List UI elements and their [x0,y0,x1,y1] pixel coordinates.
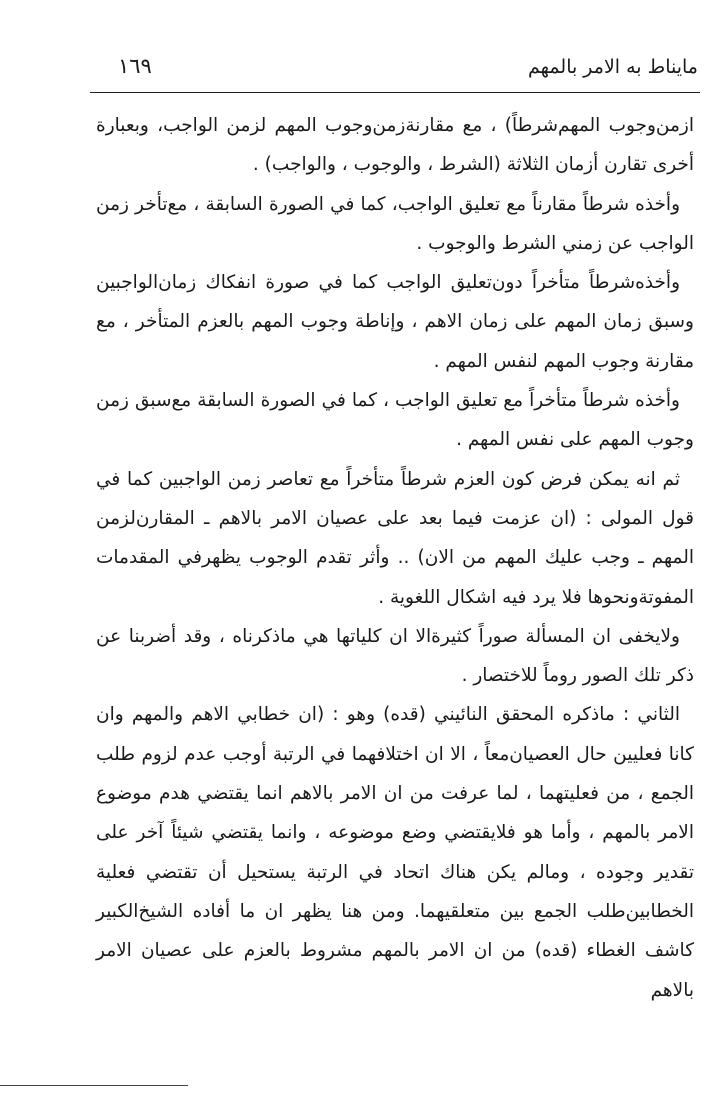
page-header [90,50,698,92]
footer-divider [0,1085,188,1086]
paragraph: وأخذه شرطاً متأخراً مع تعليق الواجب ، كما في الصورة السابقة مع‌سبق زمن وجوب المهم على نفس المهم . [96,390,694,451]
body-text [96,106,694,1010]
paragraph: وأخذه‌شرطاً متأخراً دون‌تعليق الواجب كما في صورة انفكاك زمان‌الواجبين وسبق زمان المهم على زمان الاهم ، وإناطة وجوب المهم بالعزم المتأخر ، مع مقارنة وجوب المهم لنفس المهم . [96,272,694,372]
paragraph: ازمن‌وجوب المهم‌شرطاً) ، مع مقارنة‌زمن‌وجوب المهم لزمن الواجب، وبعبارة أخرى تقارن أزمان الثلاثة (الشرط ، والوجوب ، والواجب) . [96,115,694,176]
paragraph: وأخذه شرطاً مقارناً مع تعليق الواجب، كما في الصورة السابقة ، مع‌تأخر زمن الواجب عن زمني الشرط والوجوب . [96,193,694,254]
paragraph: الثاني : ماذكره المحقق النائيني (قده) وهو : (ان خطابي الاهم والمهم وان كانا فعليين حال العصيان‌معاً ، الا ان اختلافهما في الرتبة أوجب عدم لزوم طلب الجمع ، من فعليتهما ، لما عرفت من ان الامر بالاهم انما يقتضي هدم موضوع الامر بالمهم ، وأما هو فلايقتضي وضع موضوعه ، وانما يقتضي شيئاً آخر على تقدير وجوده ، ومالم يكن هناك اتحاد في الرتبة يستحيل أن تقتضي فعلية الخطابين‌طلب الجمع بين متعلقيهما. ومن هنا يظهر ان ما أفاده الشيخ‌الكبير كاشف الغطاء (قده) من ان الامر بالمهم مشروط بالعزم على عصيان الامر بالاهم [96,704,694,1001]
header-divider [90,92,700,93]
paragraph: ولايخفى ان المسألة صوراً كثيرة‌الا ان كلياتها هي ماذكرناه ، وقد أضربنا عن ذكر تلك الصور روماً للاختصار . [96,625,694,687]
running-title: ماينا‌ط به الامر بالمهم [528,56,698,78]
paragraph: ثم انه يمكن فرض كون العزم شرطاً متأخراً مع تعاصر زمن الواجبين كما في قول المولى : (ان عزمت فيما بعد على عصيان الامر بالاهم ـ المقارن‌لزمن المهم ـ وجب عليك المهم من الان) .. وأثر تقدم الوجوب يظهرفي المقدمات المفوتة‌ونحوها فلا يرد فيه اشكال اللغوية . [96,468,694,608]
page-number: ١٦٩ [118,54,152,78]
